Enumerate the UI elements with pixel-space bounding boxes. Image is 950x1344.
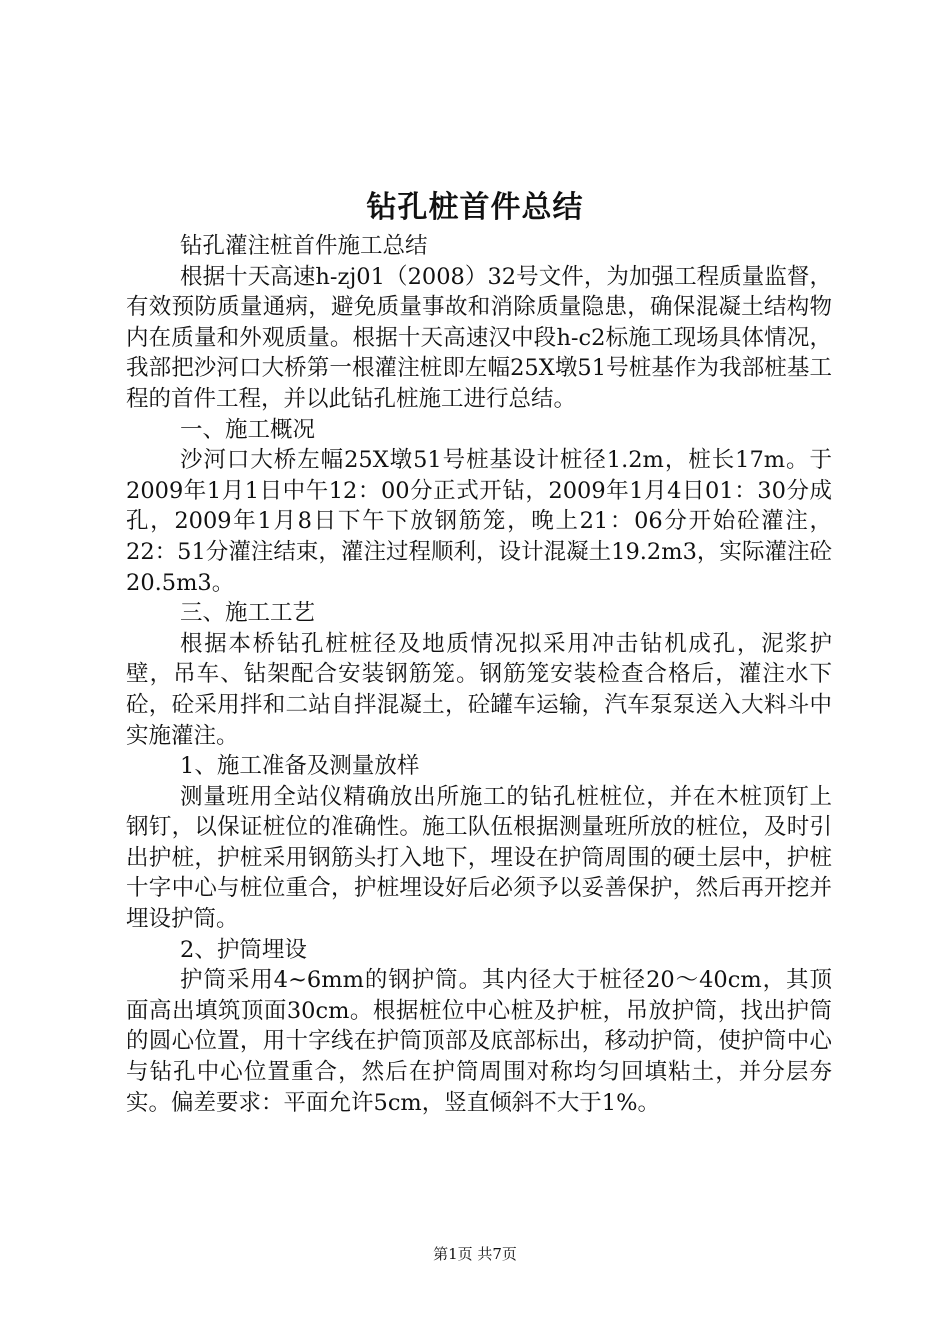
paragraph-process: 根据本桥钻孔桩桩径及地质情况拟采用冲击钻机成孔，泥浆护壁，吊车、钻架配合安装钢筋笼。钢筋笼安装检查合格后，灌注水下砼，砼采用拌和二站自拌混凝土，砼罐车运输，汽车泵泵送入大料斗中实施灌注。 [126,630,832,749]
document-title: 钻孔桩首件总结 [366,190,584,225]
heading-preparation: 1、施工准备及测量放样 [180,753,420,780]
heading-overview: 一、施工概况 [180,416,316,443]
paragraph-subtitle: 钻孔灌注桩首件施工总结 [180,233,428,259]
paragraph-overview: 沙河口大桥左幅25X墩51号桩基设计桩径1.2m，桩长17m。于2009年1月1日中午12：00分正式开钻，2009年1月4日01：30分成孔，2009年1月8日下午下放钢筋笼，晚上21：06分开始砼灌注，22：51分灌注结束，灌注过程顺利，设计混凝土19.2m3，实际灌注砼20.5m3。 [126,447,832,596]
page-number-footer: 第1页 共7页 [433,1245,517,1263]
paragraph-intro: 根据十天高速h-zj01（2008）32号文件，为加强工程质量监督，有效预防质量通病，避免质量事故和消除质量隐患，确保混凝土结构物内在质量和外观质量。根据十天高速汉中段h-c2标施工现场具体情况，我部把沙河口大桥第一根灌注桩即左幅25X墩51号桩基作为我部桩基工程的首件工程，并以此钻孔桩施工进行总结。 [126,263,832,412]
paragraph-preparation: 测量班用全站仪精确放出所施工的钻孔桩桩位，并在木桩顶钉上钢钉，以保证桩位的准确性。施工队伍根据测量班所放的桩位，及时引出护桩，护桩采用钢筋头打入地下，埋设在护筒周围的硬土层中，护桩十字中心与桩位重合，护桩埋设好后必须予以妥善保护，然后再开挖并埋设护筒。 [126,783,832,933]
document-body [126,231,832,1118]
paragraph-casing: 护筒采用4~6mm的钢护筒。其内径大于桩径20～40cm，其顶面高出填筑顶面30cm。根据桩位中心桩及护桩，吊放护筒，找出护筒的圆心位置，用十字线在护筒顶部及底部标出，移动护筒，使护筒中心与钻孔中心位置重合，然后在护筒周围对称均匀回填粘土，并分层夯实。偏差要求：平面允许5cm，竖直倾斜不大于1%。 [126,967,832,1116]
heading-casing: 2、护筒埋设 [180,936,307,963]
heading-process: 三、施工工艺 [180,600,316,627]
